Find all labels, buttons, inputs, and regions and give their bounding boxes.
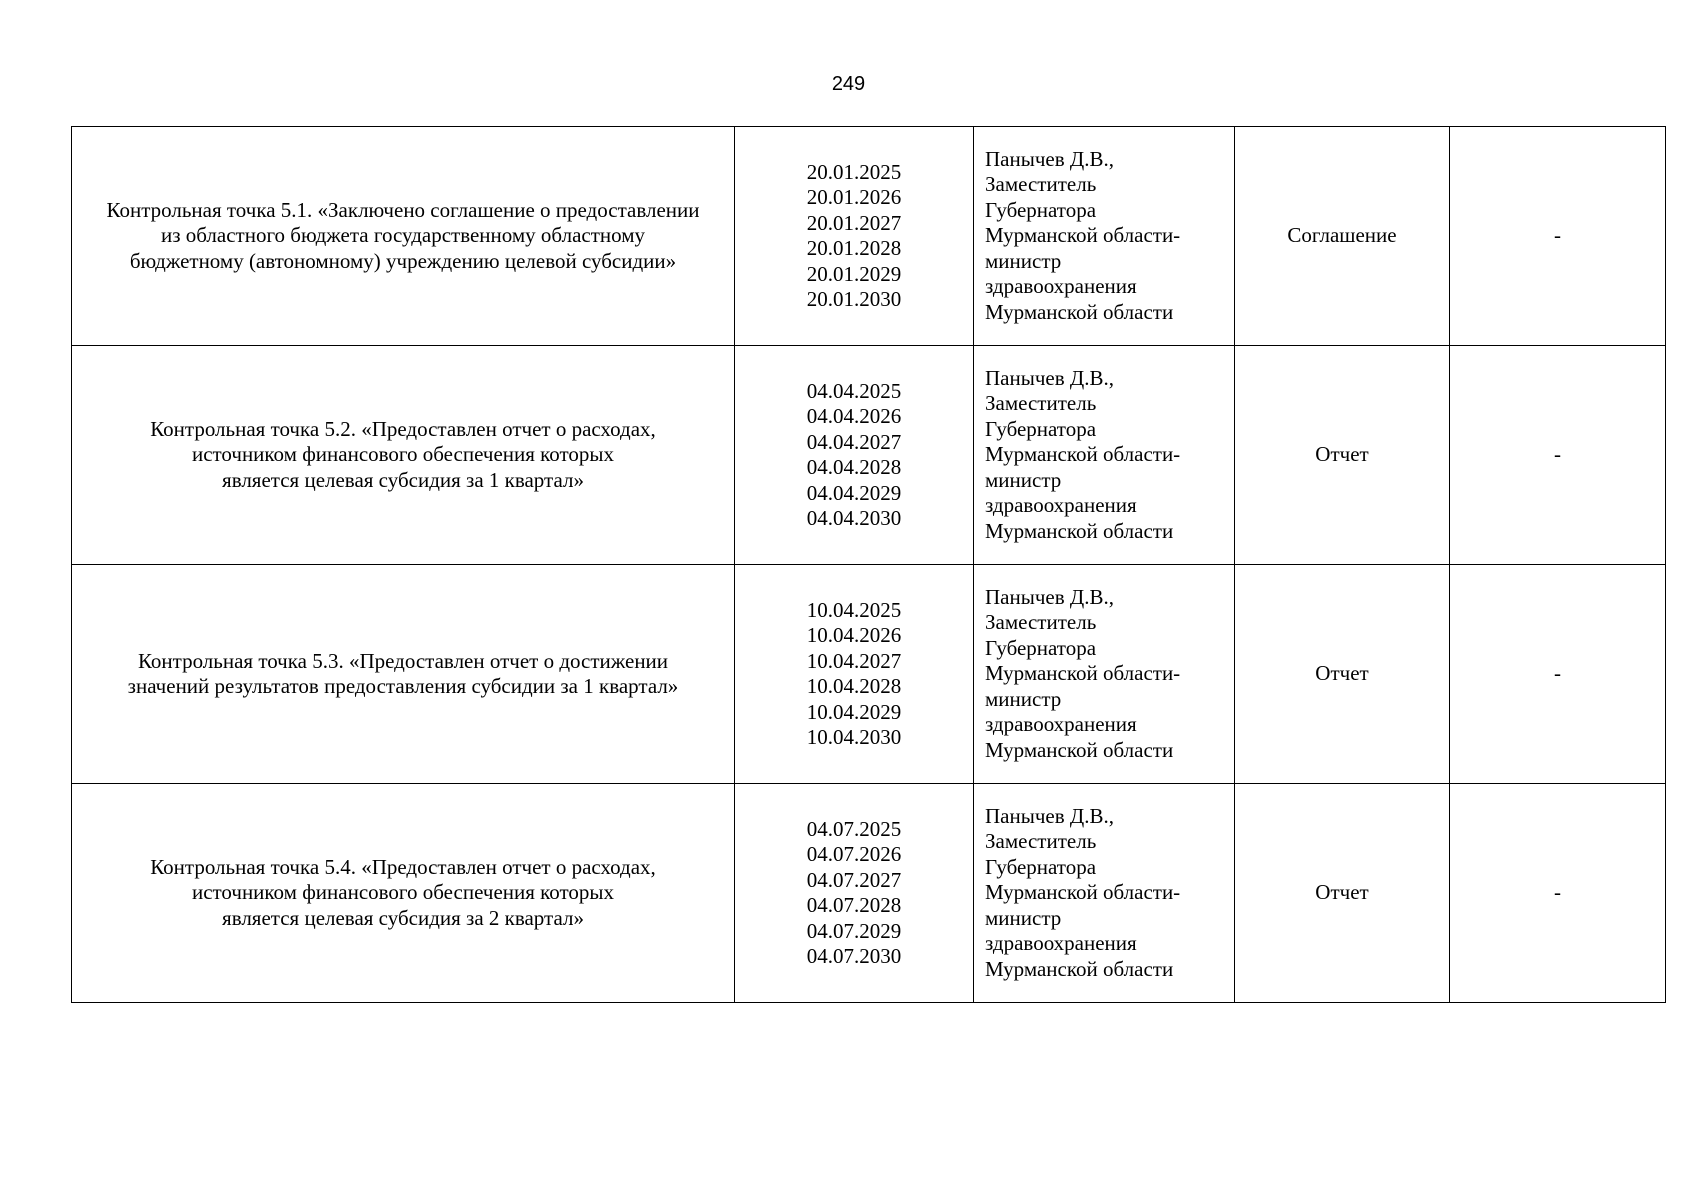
due-date: 04.04.2030 — [806, 506, 902, 530]
responsible-text: Заместитель — [985, 172, 1097, 197]
responsible-text: министр — [985, 905, 1062, 930]
due-date: 10.04.2030 — [806, 725, 902, 749]
control-point-text: бюджетному (автономному) учреждению целевой субсидии» — [129, 248, 677, 273]
responsible-text: Панычев Д.В., — [985, 584, 1114, 609]
due-date: 20.01.2025 — [806, 159, 902, 184]
control-point-text: Контрольная точка 5.3. «Предоставлен отчет о достижении — [137, 648, 669, 673]
due-date: 20.01.2029 — [806, 261, 902, 286]
due-date: 10.04.2027 — [806, 648, 902, 673]
due-date: 04.04.2027 — [806, 429, 902, 454]
responsible-text: Заместитель — [985, 391, 1097, 416]
control-point-cell — [72, 346, 735, 565]
control-point-text: является целевая субсидия за 1 квартал» — [222, 467, 584, 492]
responsible-text: Мурманской области — [985, 956, 1174, 981]
responsible-text: здравоохранения — [985, 493, 1137, 518]
responsible-text: Панычев Д.В., — [985, 365, 1114, 390]
responsible-text: Губернатора — [985, 416, 1097, 441]
due-date: 04.07.2027 — [806, 867, 902, 892]
control-point-text: источником финансового обеспечения которых — [191, 880, 615, 905]
table-row — [72, 346, 1666, 565]
due-date: 04.04.2029 — [806, 480, 902, 505]
table-row — [72, 565, 1666, 784]
document-type-cell: Отчет — [1235, 784, 1450, 1003]
responsible-text: Мурманской области- — [985, 442, 1181, 467]
due-date: 04.07.2030 — [806, 944, 902, 968]
dates-cell — [735, 784, 974, 1003]
document-type-cell: Отчет — [1235, 346, 1450, 565]
responsible-text: здравоохранения — [985, 274, 1137, 299]
responsible-cell — [974, 127, 1235, 346]
control-point-cell — [72, 127, 735, 346]
dates-cell — [735, 346, 974, 565]
responsible-text: Заместитель — [985, 829, 1097, 854]
table-row — [72, 784, 1666, 1003]
responsible-text: министр — [985, 248, 1062, 273]
dates-cell — [735, 565, 974, 784]
due-date: 10.04.2028 — [806, 674, 902, 698]
document-type-cell: Отчет — [1235, 565, 1450, 784]
responsible-text: Губернатора — [985, 635, 1097, 660]
note-cell: - — [1450, 346, 1666, 565]
responsible-text: Губернатора — [985, 854, 1097, 879]
note-cell: - — [1450, 784, 1666, 1003]
dates-cell — [735, 127, 974, 346]
control-point-cell — [72, 565, 735, 784]
responsible-text: Мурманской области- — [985, 661, 1181, 686]
due-date: 04.07.2029 — [806, 918, 902, 943]
due-date: 20.01.2026 — [806, 185, 902, 209]
responsible-text: министр — [985, 467, 1062, 492]
responsible-text: здравоохранения — [985, 931, 1137, 956]
control-point-text: Контрольная точка 5.4. «Предоставлен отчет о расходах, — [150, 854, 656, 879]
responsible-text: Заместитель — [985, 610, 1097, 635]
responsible-text: Мурманской области — [985, 518, 1174, 543]
responsible-text: Мурманской области — [985, 737, 1174, 762]
control-points-table — [71, 126, 1666, 1003]
due-date: 04.04.2025 — [806, 378, 902, 403]
document-type-cell: Соглашение — [1235, 127, 1450, 346]
due-date: 04.07.2026 — [806, 842, 902, 866]
responsible-text: Мурманской области- — [985, 880, 1181, 905]
responsible-text: Мурманской области- — [985, 223, 1181, 248]
responsible-cell — [974, 565, 1235, 784]
table-body — [72, 127, 1666, 1003]
responsible-text: Панычев Д.В., — [985, 146, 1114, 171]
due-date: 20.01.2027 — [806, 210, 902, 235]
control-point-text: значений результатов предоставления субсидии за 1 квартал» — [127, 674, 679, 698]
table-row — [72, 127, 1666, 346]
due-date: 10.04.2029 — [806, 699, 902, 724]
due-date: 04.07.2025 — [806, 816, 902, 841]
control-point-text: источником финансового обеспечения которых — [191, 442, 615, 467]
control-point-text: Контрольная точка 5.2. «Предоставлен отчет о расходах, — [150, 416, 656, 441]
due-date: 10.04.2026 — [806, 623, 902, 647]
control-point-text: Контрольная точка 5.1. «Заключено соглашение о предоставлении — [106, 197, 700, 222]
due-date: 04.04.2026 — [806, 404, 902, 428]
due-date: 04.07.2028 — [806, 893, 902, 917]
responsible-cell — [974, 346, 1235, 565]
responsible-text: Губернатора — [985, 197, 1097, 222]
responsible-text: здравоохранения — [985, 712, 1137, 737]
responsible-text: Мурманской области — [985, 299, 1174, 324]
control-point-cell — [72, 784, 735, 1003]
due-date: 20.01.2028 — [806, 236, 902, 260]
due-date: 20.01.2030 — [806, 287, 902, 311]
note-cell: - — [1450, 565, 1666, 784]
responsible-cell — [974, 784, 1235, 1003]
note-cell: - — [1450, 127, 1666, 346]
page-number: 249 — [831, 73, 866, 95]
due-date: 04.04.2028 — [806, 455, 902, 479]
control-point-text: из областного бюджета государственному областному — [160, 223, 646, 248]
control-point-text: является целевая субсидия за 2 квартал» — [222, 905, 584, 930]
responsible-text: министр — [985, 686, 1062, 711]
due-date: 10.04.2025 — [806, 597, 902, 622]
responsible-text: Панычев Д.В., — [985, 803, 1114, 828]
